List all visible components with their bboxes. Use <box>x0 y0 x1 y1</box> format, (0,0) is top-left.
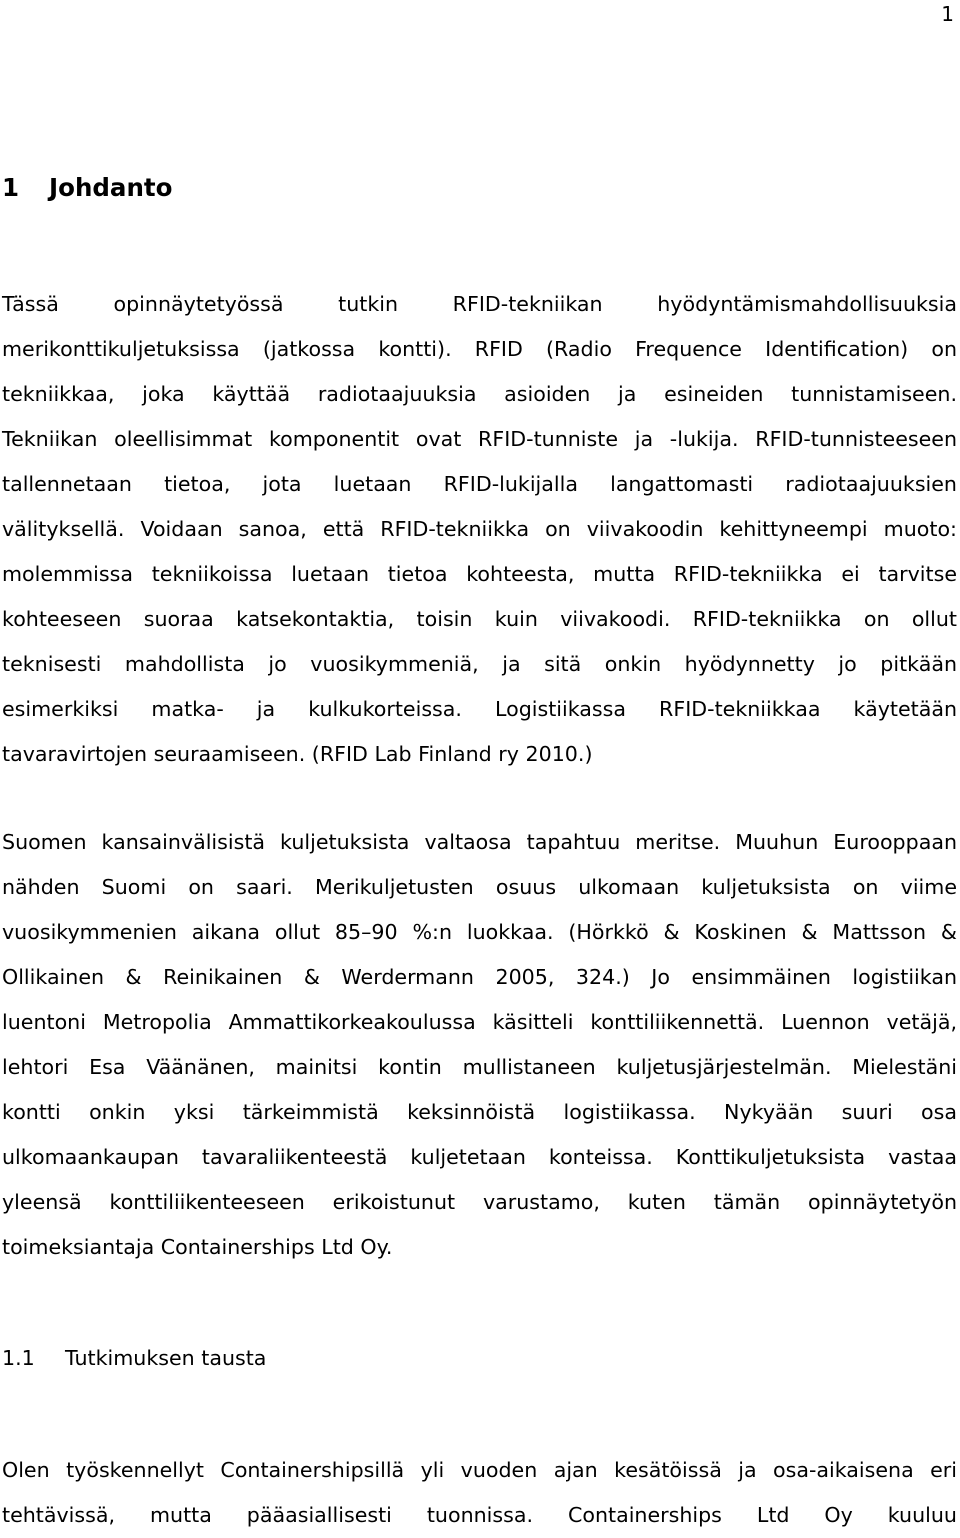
section-heading <box>2 1341 266 1375</box>
text-line: kontti onkin yksi tärkeimmistä keksinnöistä logistiikassa. Nykyään suuri osa <box>2 1100 957 1124</box>
text-line: ulkomaankaupan tavaraliikenteestä kuljetetaan konteissa. Konttikuljetuksista vastaa <box>2 1145 957 1169</box>
text-line: kohteeseen suoraa katsekontaktia, toisin kuin viivakoodi. RFID-tekniikka on ollut <box>2 607 957 631</box>
text-line: tekniikkaa, joka käyttää radiotaajuuksia asioiden ja esineiden tunnistamiseen. <box>2 382 957 406</box>
text-line: tallennetaan tietoa, jota luetaan RFID-lukijalla langattomasti radiotaajuuksien <box>2 472 957 496</box>
chapter-title: Johdanto <box>49 173 173 202</box>
text-line: vuosikymmenien aikana ollut 85–90 %:n luokkaa. (Hörkkö & Koskinen & Mattsson & <box>2 920 957 944</box>
transport-paragraph <box>2 820 957 1270</box>
section-title: Tutkimuksen tausta <box>65 1346 267 1370</box>
text-line: Tässä opinnäytetyössä tutkin RFID-tekniikan hyödyntämismahdollisuuksia <box>2 292 957 316</box>
background-paragraph <box>2 1448 957 1538</box>
text-line: toimeksiantaja Containerships Ltd Oy. <box>2 1235 393 1259</box>
page-number: 1 <box>941 2 954 26</box>
text-line: luentoni Metropolia Ammattikorkeakoulussa käsitteli konttiliikennettä. Luennon vetäjä, <box>2 1010 957 1034</box>
chapter-heading <box>2 171 172 205</box>
text-line: tehtävissä, mutta pääasiallisesti tuonnissa. Containerships Ltd Oy kuuluu <box>2 1503 957 1527</box>
text-line: Ollikainen & Reinikainen & Werdermann 2005, 324.) Jo ensimmäinen logistiikan <box>2 965 957 989</box>
text-line: yleensä konttiliikenteeseen erikoistunut varustamo, kuten tämän opinnäytetyön <box>2 1190 957 1214</box>
text-line: merikonttikuljetuksissa (jatkossa kontti). RFID (Radio Frequence Identification) on <box>2 337 957 361</box>
chapter-number: 1 <box>2 173 20 202</box>
text-line: lehtori Esa Väänänen, mainitsi kontin mullistaneen kuljetusjärjestelmän. Mielestäni <box>2 1055 957 1079</box>
text-line: Suomen kansainvälisistä kuljetuksista valtaosa tapahtuu meritse. Muuhun Eurooppaan <box>2 830 957 854</box>
text-line: nähden Suomi on saari. Merikuljetusten osuus ulkomaan kuljetuksista on viime <box>2 875 957 899</box>
section-number: 1.1 <box>2 1346 35 1370</box>
text-line: teknisesti mahdollista jo vuosikymmeniä, ja sitä onkin hyödynnetty jo pitkään <box>2 652 957 676</box>
text-line: Olen työskennellyt Containershipsillä yli vuoden ajan kesätöissä ja osa-aikaisena eri <box>2 1458 957 1482</box>
text-line: tavaravirtojen seuraamiseen. (RFID Lab Finland ry 2010.) <box>2 742 593 766</box>
intro-paragraph <box>2 282 957 777</box>
text-line: esimerkiksi matka- ja kulkukorteissa. Logistiikassa RFID-tekniikkaa käytetään <box>2 697 957 721</box>
text-line: välityksellä. Voidaan sanoa, että RFID-tekniikka on viivakoodin kehittyneempi muoto: <box>2 517 957 541</box>
text-line: Tekniikan oleellisimmat komponentit ovat RFID-tunniste ja -lukija. RFID-tunnisteeseen <box>2 427 957 451</box>
text-line: molemmissa tekniikoissa luetaan tietoa kohteesta, mutta RFID-tekniikka ei tarvitse <box>2 562 957 586</box>
